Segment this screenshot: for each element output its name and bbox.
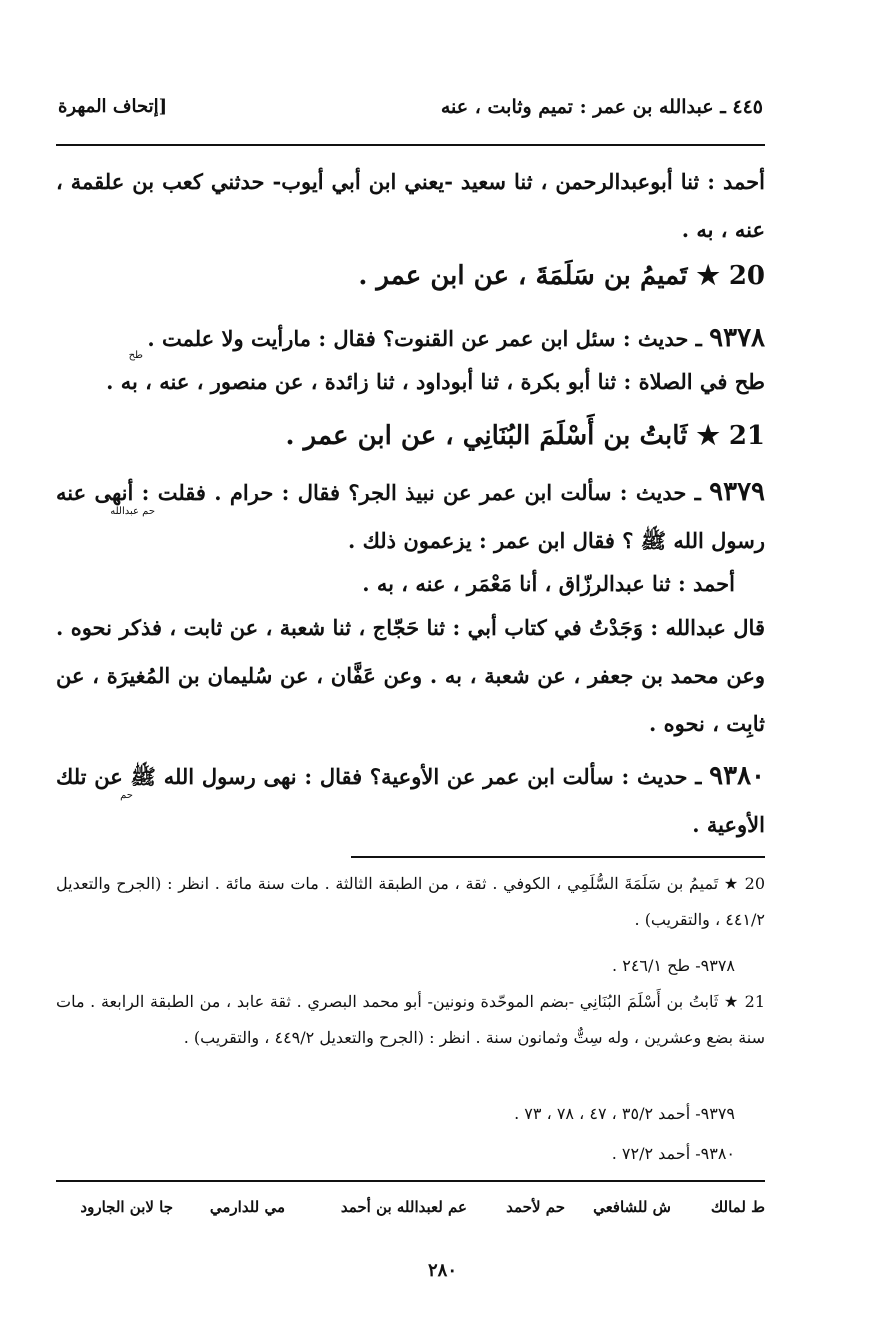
footnote-20: 20 ★ تَميمُ بن سَلَمَةَ السُّلَمِي ، الكوفي . ثقة ، من الطبقة الثالثة . مات سنة مائة . انظر : (الجرح والتعديل ٤٤١/٢ ، والتقريب) . [56, 874, 765, 929]
hadith-text: ـ حديث : سألت ابن عمر عن نبيذ الجر؟ فقال : حرام . فقلت : أنهى عنه رسول الله ﷺ ؟ فقال ابن عمر : يزعمون ذلك . [56, 480, 765, 553]
paragraph-ahmad-isnad: أحمد : ثنا أبوعبدالرحمن ، ثنا سعيد -يعني ابن أبي أيوب- حدثني كعب بن علقمة ، عنه ، به . [56, 169, 765, 242]
footnote-21: 21 ★ ثَابتُ بن أَسْلَمَ البُنَانِي -بضم الموحّدة ونونين- أبو محمد البصري . ثقة عابد ، من الطبقة الرابعة . مات سنة بضع وعشرين ، وله سِتٌّ وثمانون سنة . انظر : (الجرح والتعديل ٤٤٩/٢ ، والتقريب) . [56, 992, 765, 1047]
narrator-heading-21: 21 ★ ثَابتُ بن أَسْلَمَ البُنَانِي ، عن ابن عمر . [285, 421, 765, 451]
hadith-9379 [56, 468, 765, 565]
footnote-9378: ٩٣٧٨- طح ٢٤٦/١ . [612, 956, 735, 975]
abbr-darimi: مي للدارمي [209, 1198, 285, 1216]
abbr-malik: ط لمالك [710, 1198, 765, 1216]
footnote-9379: ٩٣٧٩- أحمد ٣٥/٢ ، ٤٧ ، ٧٨ ، ٧٣ . [514, 1104, 735, 1123]
hadith-9378 [56, 314, 765, 363]
abbr-shafii: ش للشافعي [593, 1198, 671, 1216]
running-header-title: ٤٤٥ ـ عبدالله بن عمر : تميم وثابت ، عنه [440, 96, 763, 118]
source-line-ahmad: أحمد : ثنا عبدالرزّاق ، أنا مَعْمَر ، عنه ، به . [362, 571, 735, 596]
source-line-abdullah: قال عبدالله : وَجَدْتُ في كتاب أبي : ثنا حَجّاج ، ثنا شعبة ، عن ثابت ، فذكر نحوه . وعن محمد بن جعفر ، عن شعبة ، به . وعن عَفَّان ، عن سُليمان بن المُغيرَة ، عن ثابِت ، نحوه . [56, 615, 765, 736]
hadith-number: ٩٣٧٩ [709, 477, 765, 507]
hadith-text: ـ حديث : سألت ابن عمر عن الأوعية؟ فقال : نهى رسول الله ﷺ عن تلك الأوعية . [56, 764, 765, 837]
hadith-9380 [56, 752, 765, 849]
source-siglum: حم [120, 790, 133, 801]
source-siglum: طح [128, 350, 143, 361]
page-number: ٢٨٠ [427, 1260, 457, 1281]
hadith-number: ٩٣٧٨ [709, 323, 765, 353]
footnote-9380: ٩٣٨٠- أحمد ٧٢/٢ . [611, 1144, 735, 1163]
footnote-rule [351, 856, 765, 858]
source-siglum: حم عبدالله [110, 506, 155, 517]
source-line-tahawi: طح في الصلاة : ثنا أبو بكرة ، ثنا أبوداود ، ثنا زائدة ، عن منصور ، عنه ، به . [106, 369, 765, 394]
hadith-text: ـ حديث : سئل ابن عمر عن القنوت؟ فقال : مارأيت ولا علمت . [147, 326, 702, 351]
abbr-ahmad: حم لأحمد [506, 1198, 565, 1216]
abbr-ibn-jarud: جا لابن الجارود [80, 1198, 173, 1216]
narrator-heading-20: 20 ★ تَميمُ بن سَلَمَةَ ، عن ابن عمر . [358, 261, 765, 291]
abbr-abdullah: عم لعبدالله بن أحمد [340, 1198, 467, 1216]
hadith-number: ٩٣٨٠ [709, 761, 766, 791]
running-header-book: [إتحاف المهرة [58, 96, 168, 117]
header-rule [56, 144, 765, 146]
abbreviations-rule [56, 1180, 765, 1182]
